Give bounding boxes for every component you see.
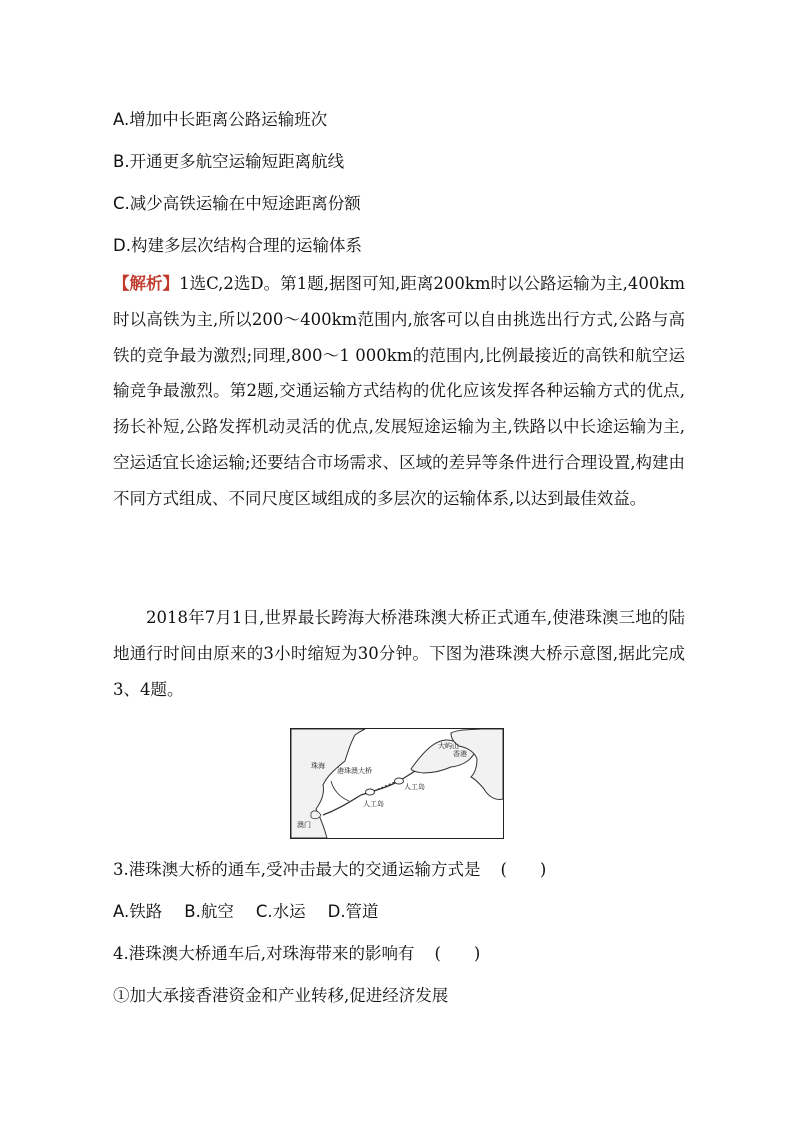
choice-b: B.航空 (184, 902, 234, 921)
analysis-tag: 【解析】 (113, 274, 180, 293)
map-label-zhuhai: 珠海 (311, 762, 325, 770)
question-4-item-1: ①加大承接香港资金和产业转移,促进经济发展 (113, 986, 449, 1005)
choice-c: C.水运 (255, 902, 306, 921)
choice-d: D.管道 (327, 902, 379, 921)
option-b: B.开通更多航空运输短距离航线 (113, 152, 345, 171)
map-label-island-1: 人工岛 (363, 800, 384, 808)
map-label-bridge: 港珠澳大桥 (337, 767, 372, 775)
choice-a: A.铁路 (113, 902, 163, 921)
analysis-paragraph (113, 266, 685, 517)
bridge-map (290, 728, 504, 839)
question-3-choices (113, 898, 401, 922)
answer-blank: ( ) (434, 944, 481, 963)
intro-paragraph: 2018年7月1日,世界最长跨海大桥港珠澳大桥正式通车,使港珠澳三地的陆地通行时间由原来的3小时缩短为30分钟。下图为港珠澳大桥示意图,据此完成3、4题。 (113, 608, 685, 699)
question-4-stem: 4.港珠澳大桥通车后,对珠海带来的影响有 (113, 944, 415, 963)
map-label-island-2: 人工岛 (404, 783, 425, 791)
map-label-hongkong: 香港 (453, 750, 467, 758)
analysis-text: 1选C,2选D。第1题,据图可知,距离200km时以公路运输为主,400km时以高铁为主,所以200～400km范围内,旅客可以自由挑选出行方式,公路与高铁的竞争最为激烈;同理,800～1 000km的范围内,比例最接近的高铁和航空运输竞争最激烈。第2题,交通运输方式结构的优化应该发挥各种运输方式的优点,扬长补短,公路发挥机动灵活的优点,发展短途运输为主,铁路以中长途运输为主,空运适宜长途运输;还要结合市场需求、区域的差异等条件进行合理设置,构建由不同方式组成、不同尺度区域组成的多层次的运输体系,以达到最佳效益。 (113, 274, 686, 508)
question-3 (113, 856, 546, 880)
option-c: C.减少高铁运输在中短途距离份额 (113, 194, 361, 213)
option-d: D.构建多层次结构合理的运输体系 (113, 236, 362, 255)
answer-blank: ( ) (500, 860, 547, 879)
option-a: A.增加中长距离公路运输班次 (113, 110, 328, 129)
map-label-lantau: 大屿山 (438, 742, 459, 750)
question-4 (113, 940, 480, 964)
question-3-stem: 3.港珠澳大桥的通车,受冲击最大的交通运输方式是 (113, 860, 481, 879)
map-label-macau: 澳门 (297, 821, 311, 829)
